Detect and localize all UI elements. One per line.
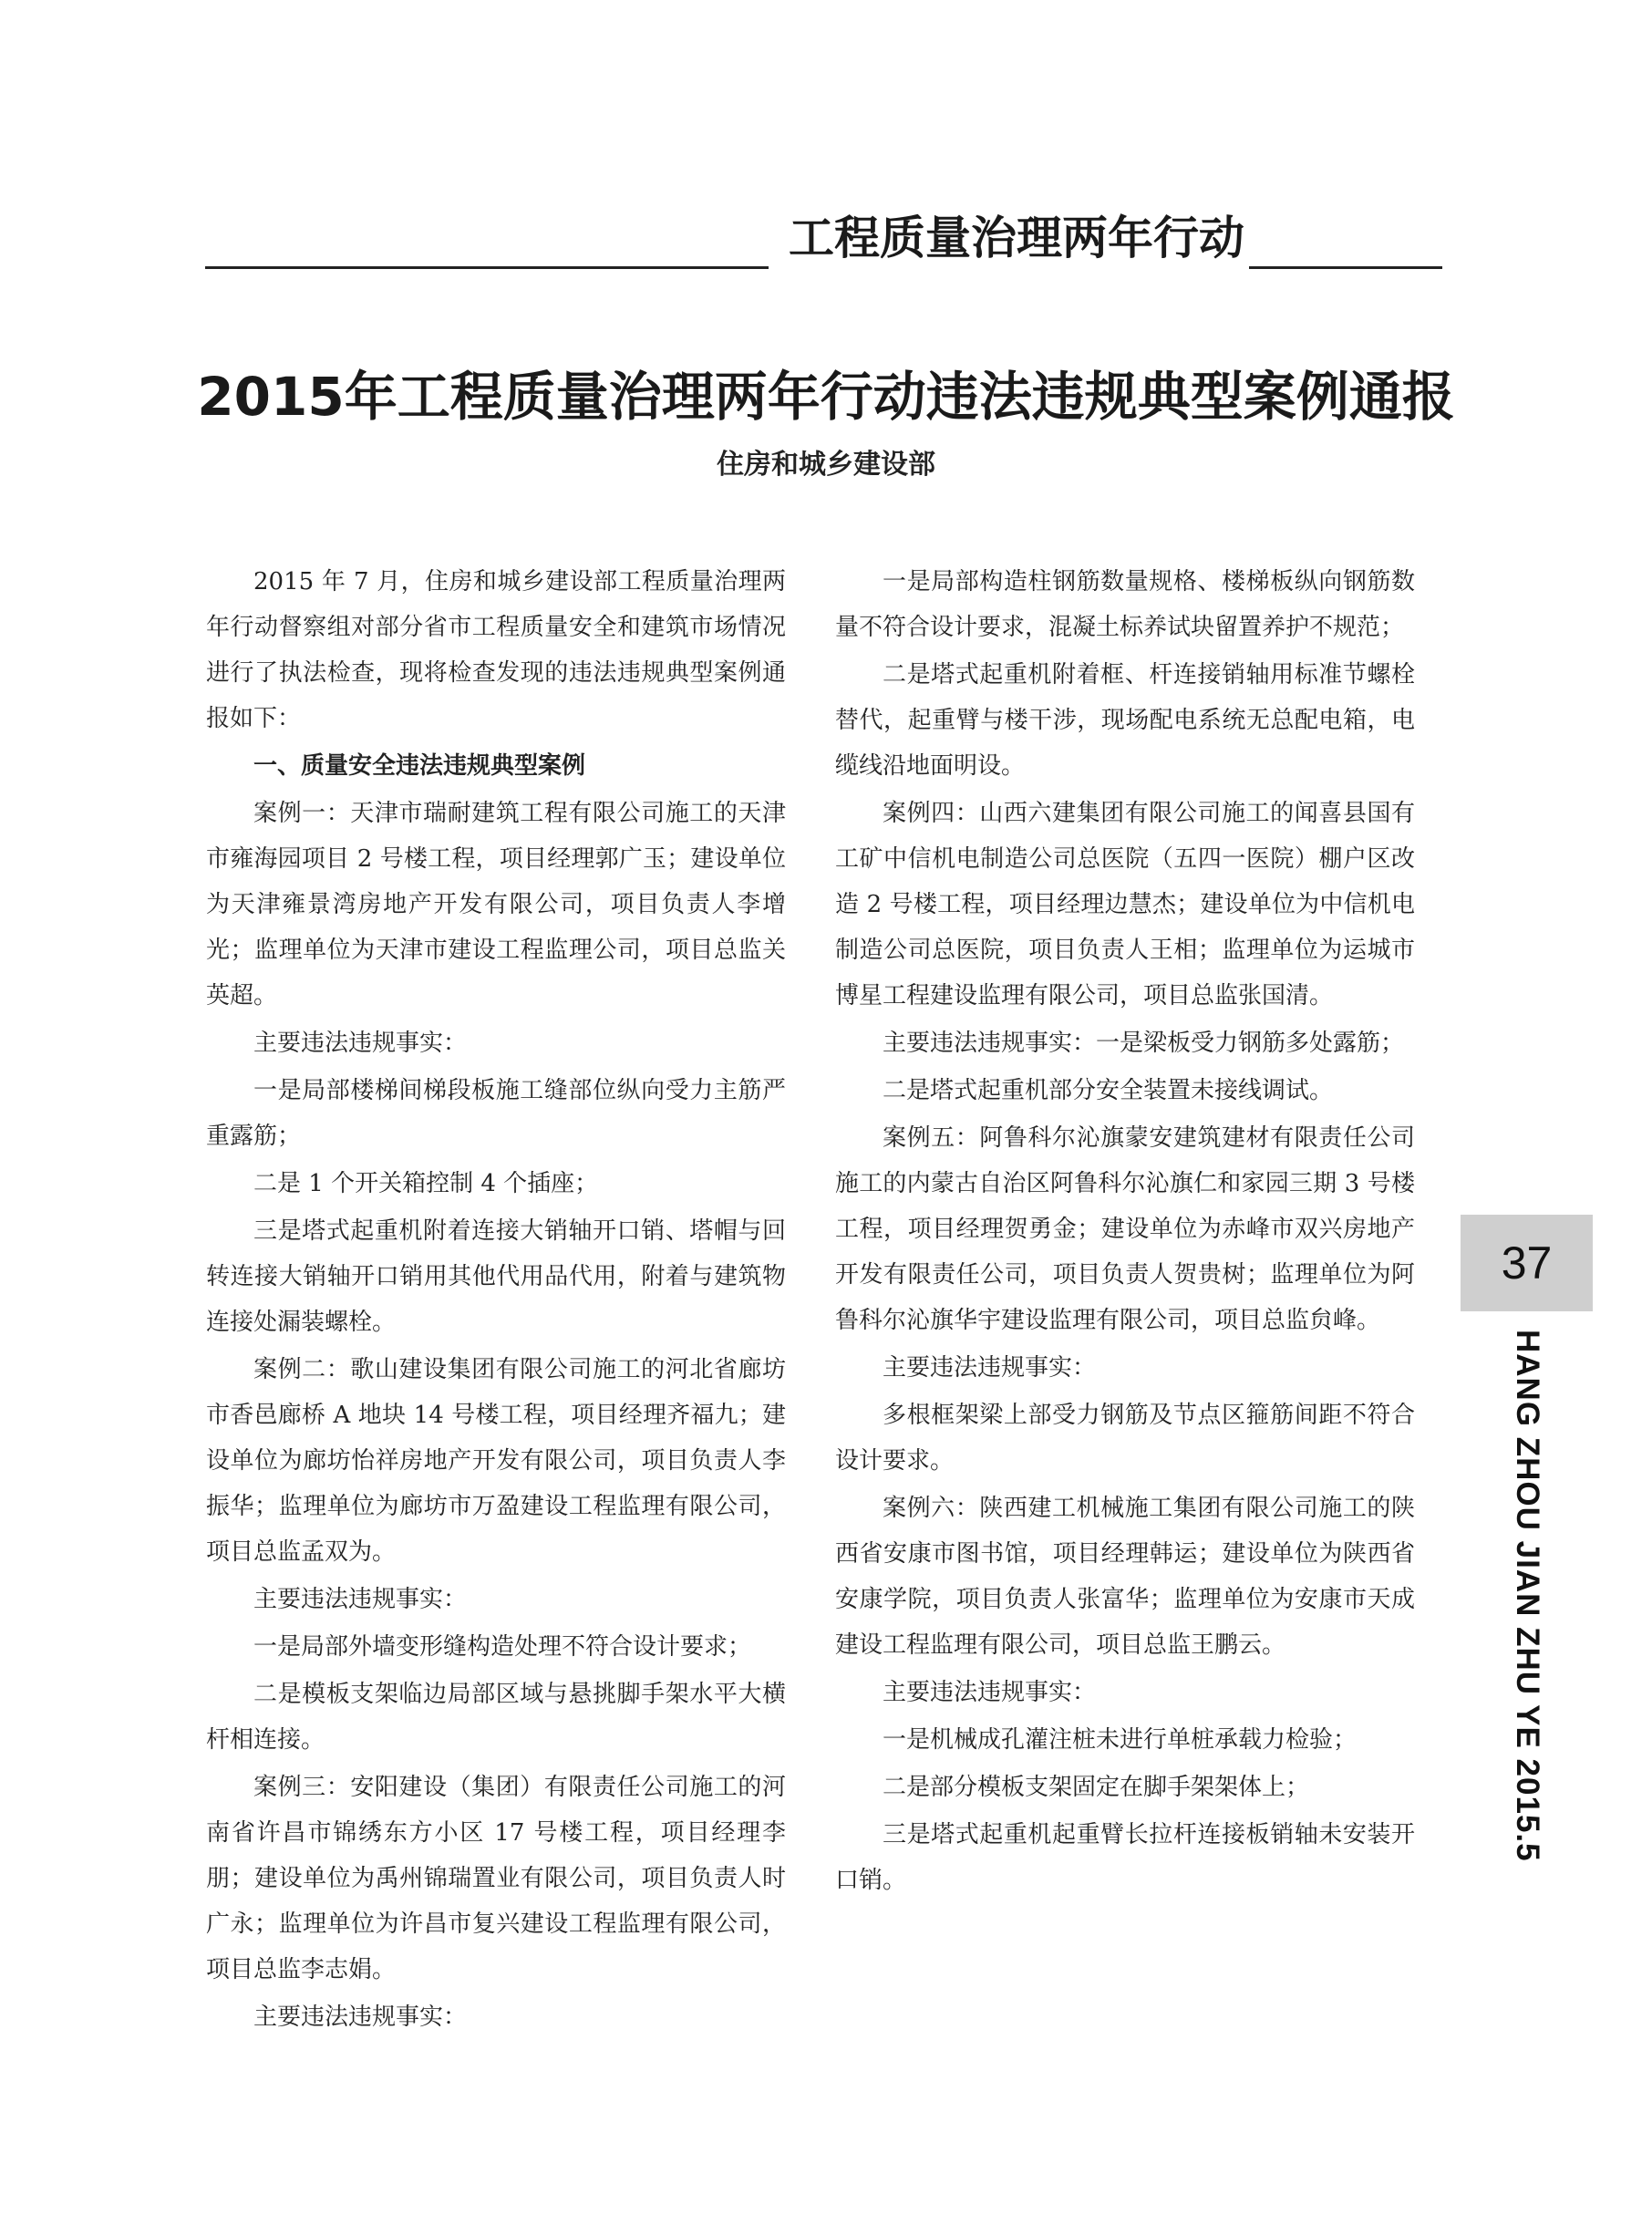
paragraph: 案例六：陕西建工机械施工集团有限公司施工的陕西省安康市图书馆，项目经理韩运；建设单位为陕西省安康学院，项目负责人张富华；监理单位为安康市天成建设工程监理有限公司，项目总监王鹏云。: [835, 1495, 1415, 1659]
paragraph: 二是部分模板支架固定在脚手架架体上；: [883, 1774, 1310, 1801]
article-title: 2015年工程质量治理两年行动违法违规典型案例通报: [197, 366, 1455, 428]
paragraph: 一是局部构造柱钢筋数量规格、楼梯板纵向钢筋数量不符合设计要求，混凝土标养试块留置养护不规范；: [835, 568, 1415, 641]
paragraph: 2015 年 7 月，住房和城乡建设部工程质量治理两年行动督察组对部分省市工程质量安全和建筑市场情况进行了执法检查，现将检查发现的违法违规典型案例通报如下：: [206, 568, 786, 732]
paragraph: 主要违法违规事实：: [253, 1586, 468, 1613]
paragraph: 主要违法违规事实：一是梁板受力钢筋多处露筋；: [883, 1030, 1405, 1057]
article-author: 住房和城乡建设部: [717, 449, 935, 481]
paragraph: 一是局部楼梯间梯段板施工缝部位纵向受力主筋严重露筋；: [206, 1077, 786, 1150]
header-rule-left: [205, 266, 769, 269]
paragraph: 一是局部外墙变形缝构造处理不符合设计要求；: [253, 1633, 752, 1661]
left-column: [206, 559, 786, 2042]
section-header: 工程质量治理两年行动: [789, 212, 1244, 264]
paragraph: 多根框架梁上部受力钢筋及节点区箍筋间距不符合设计要求。: [835, 1402, 1415, 1475]
paragraph: 三是塔式起重机附着连接大销轴开口销、塔帽与回转连接大销轴开口销用其他代用品代用，附着与建筑物连接处漏装螺栓。: [206, 1217, 786, 1336]
paragraph: 案例四：山西六建集团有限公司施工的闻喜县国有工矿中信机电制造公司总医院（五四一医院）棚户区改造 2 号楼工程，项目经理边慧杰；建设单位为中信机电制造公司总医院，项目负责人王相；监理单位为运城市博星工程建设监理有限公司，项目总监张国清。: [835, 800, 1415, 1009]
paragraph: 一是机械成孔灌注桩未进行单桩承载力检验；: [883, 1726, 1358, 1754]
header-rule-right: [1249, 266, 1442, 269]
paragraph: 二是 1 个开关箱控制 4 个插座；: [253, 1170, 599, 1197]
right-column: [835, 559, 1415, 1905]
section-heading: 一、质量安全违法违规典型案例: [253, 752, 586, 780]
paragraph: 二是塔式起重机附着框、杆连接销轴用标准节螺栓替代，起重臂与楼干涉，现场配电系统无总配电箱，电缆线沿地面明设。: [835, 661, 1415, 780]
paragraph: 案例二：歌山建设集团有限公司施工的河北省廊坊市香邑廊桥 A 地块 14 号楼工程，项目经理齐福九；建设单位为廊坊怡祥房地产开发有限公司，项目负责人李振华；监理单位为廊坊市万盈建设工程监理有限公司，项目总监孟双为。: [206, 1356, 786, 1566]
paragraph: 主要违法违规事实：: [883, 1354, 1097, 1382]
paragraph: 案例五：阿鲁科尔沁旗蒙安建筑建材有限责任公司施工的内蒙古自治区阿鲁科尔沁旗仁和家园三期 3 号楼工程，项目经理贺勇金；建设单位为赤峰市双兴房地产开发有限责任公司，项目负责人贺贵树；监理单位为阿鲁科尔沁旗华宇建设监理有限公司，项目总监贠峰。: [835, 1124, 1415, 1334]
journal-name: HANG ZHOU JIAN ZHU YE 2015.5: [1510, 1330, 1545, 1862]
paragraph: 主要违法违规事实：: [253, 1030, 468, 1057]
paragraph: 二是塔式起重机部分安全装置未接线调试。: [883, 1077, 1334, 1104]
paragraph: 三是塔式起重机起重臂长拉杆连接板销轴未安装开口销。: [835, 1821, 1415, 1894]
paragraph: 二是模板支架临边局部区域与悬挑脚手架水平大横杆相连接。: [206, 1681, 786, 1754]
paragraph: 主要违法违规事实：: [883, 1679, 1097, 1706]
page-number: 37: [1461, 1215, 1593, 1311]
paragraph: 案例一：天津市瑞耐建筑工程有限公司施工的天津市雍海园项目 2 号楼工程，项目经理郭广玉；建设单位为天津雍景湾房地产开发有限公司，项目负责人李增光；监理单位为天津市建设工程监理公司，项目总监关英超。: [206, 800, 786, 1009]
paragraph: 主要违法违规事实：: [253, 2003, 468, 2031]
paragraph: 案例三：安阳建设（集团）有限责任公司施工的河南省许昌市锦绣东方小区 17 号楼工程，项目经理李朋；建设单位为禹州锦瑞置业有限公司，项目负责人时广永；监理单位为许昌市复兴建设工程监理有限公司，项目总监李志娟。: [206, 1774, 786, 1983]
